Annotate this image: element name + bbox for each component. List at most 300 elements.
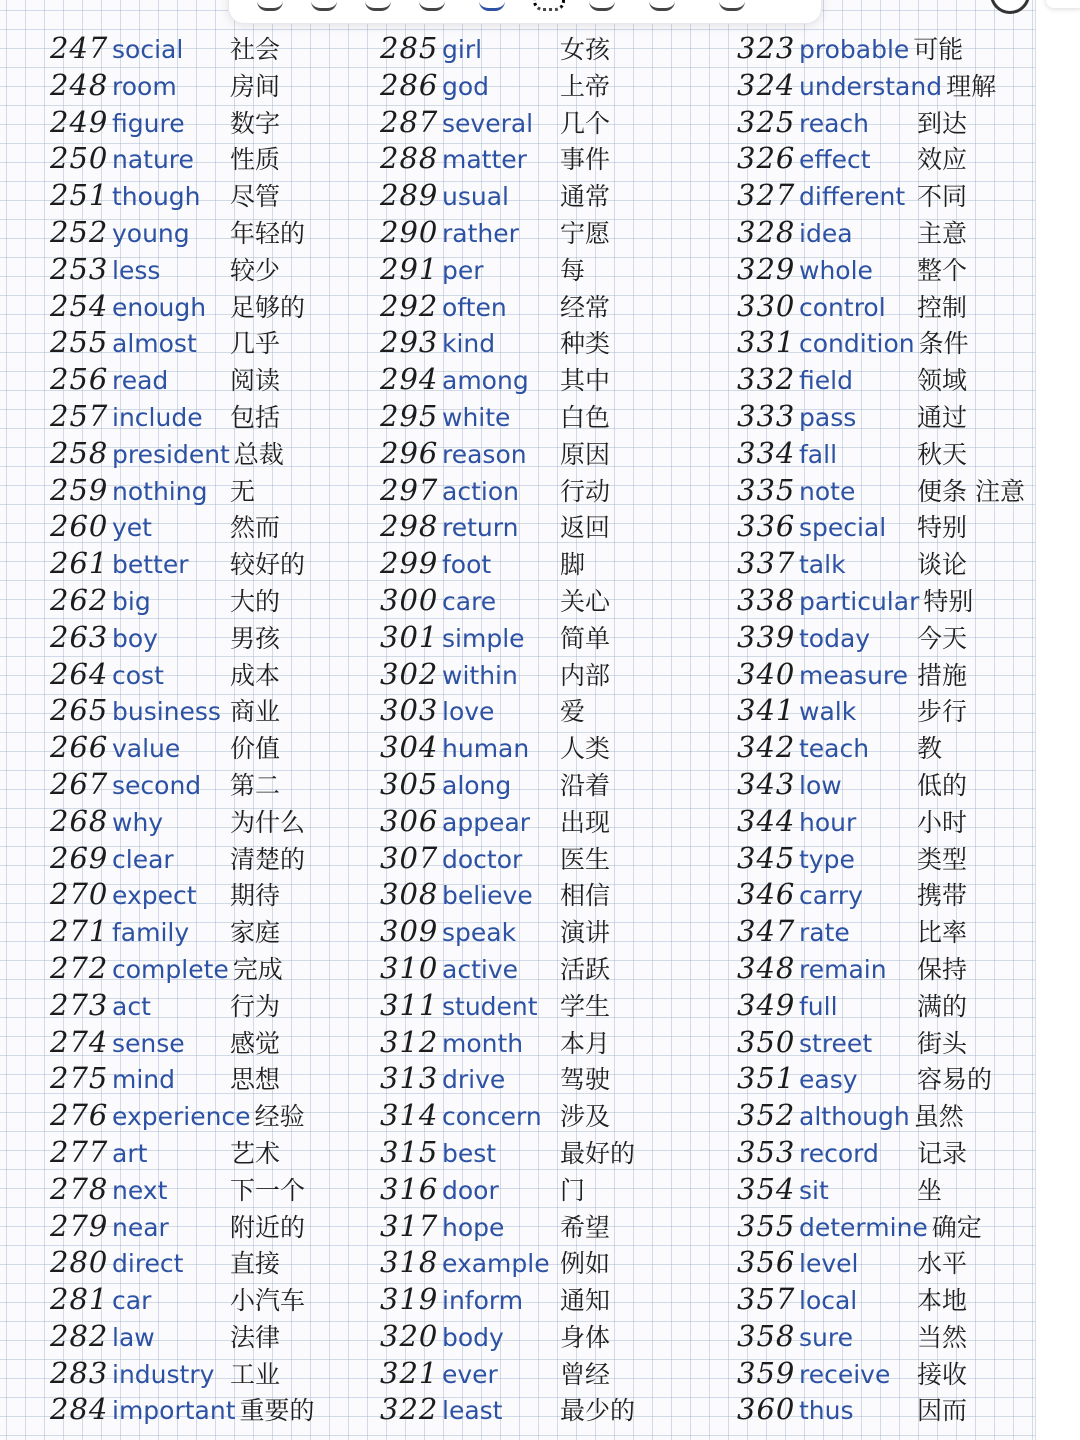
chinese-meaning: 上帝 [560, 71, 611, 101]
vocab-entry [737, 766, 1025, 803]
entry-number: 272 [50, 950, 109, 985]
vocab-entry [50, 840, 315, 877]
english-word: expect [112, 881, 197, 911]
english-word: although [799, 1102, 910, 1132]
chinese-meaning: 男孩 [230, 623, 281, 653]
chinese-meaning: 阅读 [230, 366, 281, 396]
entry-number: 329 [737, 251, 796, 286]
english-word: best [442, 1138, 497, 1168]
vocab-entry [737, 398, 1025, 435]
chinese-meaning: 措施 [917, 660, 968, 690]
entry-number: 354 [737, 1171, 796, 1206]
chinese-meaning: 通知 [560, 1286, 611, 1316]
english-word: human [442, 734, 530, 764]
english-word: active [442, 954, 518, 984]
english-word: inform [442, 1286, 524, 1316]
english-word: enough [112, 292, 207, 322]
entry-number: 282 [50, 1318, 109, 1353]
entry-number: 269 [50, 840, 109, 875]
entry-number: 300 [380, 582, 439, 617]
entry-number: 330 [737, 288, 796, 323]
vocab-entry [50, 1318, 315, 1355]
chinese-meaning: 年轻的 [230, 218, 306, 248]
chinese-meaning: 门 [560, 1175, 586, 1205]
chinese-meaning: 通常 [560, 182, 611, 212]
chinese-meaning: 街头 [917, 1028, 968, 1058]
english-word: sit [799, 1175, 829, 1205]
chinese-meaning: 为什么 [230, 807, 306, 837]
english-word: white [442, 402, 511, 432]
pointer-icon[interactable] [649, 0, 675, 11]
entry-number: 334 [737, 435, 796, 470]
english-word: value [112, 734, 181, 764]
vocab-entry [50, 398, 315, 435]
english-word: social [112, 35, 184, 64]
chinese-meaning: 曾经 [560, 1359, 611, 1389]
chinese-meaning: 感觉 [230, 1028, 281, 1058]
entry-number: 248 [50, 67, 109, 102]
english-word: law [112, 1322, 155, 1352]
chinese-meaning: 身体 [560, 1322, 611, 1352]
chinese-meaning: 谈论 [917, 550, 968, 580]
vocab-entry [380, 140, 635, 177]
entry-number: 340 [737, 656, 796, 691]
english-word: important [112, 1396, 236, 1426]
entry-number: 351 [737, 1061, 796, 1096]
vocab-entry [50, 1060, 315, 1097]
entry-number: 250 [50, 141, 109, 176]
entry-number: 355 [737, 1208, 796, 1243]
english-word: less [112, 255, 161, 285]
entry-number: 350 [737, 1024, 796, 1059]
vocab-entry [737, 67, 1025, 104]
vocab-entry [50, 177, 315, 214]
chinese-meaning: 最好的 [560, 1138, 636, 1168]
vocab-entry [737, 1171, 1025, 1208]
chinese-meaning: 关心 [560, 586, 611, 616]
entry-number: 267 [50, 766, 109, 801]
entry-number: 249 [50, 104, 109, 139]
english-word: different [799, 182, 906, 212]
vocab-entry [50, 288, 315, 325]
english-word: along [442, 770, 512, 800]
entry-number: 358 [737, 1318, 796, 1353]
entry-number: 304 [380, 730, 439, 765]
vocab-entry [380, 1244, 635, 1281]
entry-number: 305 [380, 766, 439, 801]
vocab-entry [50, 1171, 315, 1208]
english-word: condition [799, 329, 915, 359]
vocab-entry [737, 1097, 1025, 1134]
english-word: matter [442, 145, 527, 175]
color-picker-button[interactable] [990, 0, 1030, 14]
english-word: why [112, 807, 164, 837]
eraser-icon[interactable] [419, 0, 445, 11]
english-word: full [799, 991, 838, 1021]
vocab-entry [737, 656, 1025, 693]
chinese-meaning: 价值 [230, 734, 281, 764]
chinese-meaning: 到达 [917, 108, 968, 138]
english-word: nothing [112, 476, 208, 506]
english-word: though [112, 182, 201, 212]
chinese-meaning: 成本 [230, 660, 281, 690]
english-word: girl [442, 35, 483, 64]
entry-number: 328 [737, 214, 796, 249]
entry-number: 259 [50, 472, 109, 507]
vocab-entry [737, 104, 1025, 141]
vocab-entry [737, 324, 1025, 361]
entry-number: 324 [737, 67, 796, 102]
chinese-meaning: 附近的 [230, 1212, 306, 1242]
entry-number: 316 [380, 1171, 439, 1206]
vocab-entry [380, 214, 635, 251]
english-word: direct [112, 1249, 184, 1279]
entry-number: 299 [380, 546, 439, 581]
vocab-entry [50, 472, 315, 509]
entry-number: 320 [380, 1318, 439, 1353]
english-word: among [442, 366, 529, 396]
entry-number: 321 [380, 1355, 439, 1390]
entry-number: 339 [737, 619, 796, 654]
english-word: business [112, 697, 221, 727]
entry-number: 353 [737, 1134, 796, 1169]
english-word: kind [442, 329, 496, 359]
entry-number: 254 [50, 288, 109, 323]
vocab-entry [737, 1134, 1025, 1171]
vocab-entry [50, 30, 315, 67]
entry-number: 270 [50, 877, 109, 912]
entry-number: 325 [737, 104, 796, 139]
vocab-entry [50, 656, 315, 693]
vocab-entry [380, 656, 635, 693]
vocab-entry [380, 987, 635, 1024]
chinese-meaning: 简单 [560, 623, 611, 653]
entry-number: 352 [737, 1098, 796, 1133]
lasso-icon[interactable] [479, 0, 505, 11]
vocab-entry [50, 1134, 315, 1171]
entry-number: 290 [380, 214, 439, 249]
chinese-meaning: 沿着 [560, 770, 611, 800]
vocab-entry [737, 1208, 1025, 1245]
entry-number: 345 [737, 840, 796, 875]
vocab-entry [380, 766, 635, 803]
chinese-meaning: 每 [560, 255, 586, 285]
pen-icon[interactable] [257, 0, 283, 11]
english-word: street [799, 1028, 873, 1058]
english-word: care [442, 586, 497, 616]
english-word: hour [799, 807, 857, 837]
entry-number: 337 [737, 546, 796, 581]
entry-number: 326 [737, 141, 796, 176]
chinese-meaning: 例如 [560, 1249, 611, 1279]
entry-number: 302 [380, 656, 439, 691]
english-word: president [112, 439, 230, 469]
english-word: figure [112, 108, 185, 138]
english-word: speak [442, 918, 517, 948]
entry-number: 287 [380, 104, 439, 139]
english-word: near [112, 1212, 169, 1242]
vocab-entry [737, 1391, 1025, 1428]
vocab-entry [50, 435, 315, 472]
chinese-meaning: 活跃 [560, 954, 611, 984]
vocab-column-2 [380, 30, 635, 1428]
vocab-entry [50, 1244, 315, 1281]
entry-number: 297 [380, 472, 439, 507]
english-word: remain [799, 954, 887, 984]
chinese-meaning: 理解 [946, 71, 997, 101]
entry-number: 273 [50, 987, 109, 1022]
chinese-meaning: 步行 [917, 697, 968, 727]
chinese-meaning: 大的 [230, 586, 281, 616]
vocab-entry [50, 508, 315, 545]
entry-number: 332 [737, 362, 796, 397]
vocab-entry [50, 729, 315, 766]
chinese-meaning: 重要的 [239, 1396, 315, 1426]
english-word: example [442, 1249, 550, 1279]
vocab-entry [380, 1208, 635, 1245]
chinese-meaning: 无 [230, 476, 256, 506]
marker-icon[interactable] [311, 0, 337, 11]
entry-number: 289 [380, 178, 439, 213]
vocab-entry [380, 288, 635, 325]
chinese-meaning: 特别 [923, 586, 974, 616]
entry-number: 301 [380, 619, 439, 654]
english-word: easy [799, 1065, 858, 1095]
entry-number: 348 [737, 950, 796, 985]
entry-number: 303 [380, 693, 439, 728]
vocab-entry [737, 1244, 1025, 1281]
vocab-entry [380, 840, 635, 877]
vocab-entry [380, 1355, 635, 1392]
english-word: level [799, 1249, 859, 1279]
english-word: type [799, 844, 855, 874]
english-word: read [112, 366, 169, 396]
pencil-icon[interactable] [365, 0, 391, 11]
english-word: next [112, 1175, 168, 1205]
entry-number: 271 [50, 914, 109, 949]
chinese-meaning: 控制 [917, 292, 968, 322]
english-word: body [442, 1322, 504, 1352]
vocab-entry [737, 692, 1025, 729]
entry-number: 266 [50, 730, 109, 765]
vocab-entry [50, 1355, 315, 1392]
chinese-meaning: 商业 [230, 697, 281, 727]
english-word: action [442, 476, 519, 506]
english-word: usual [442, 182, 509, 212]
english-word: pass [799, 402, 857, 432]
vocab-entry [50, 987, 315, 1024]
chinese-meaning: 可能 [913, 35, 964, 64]
vocab-entry [50, 876, 315, 913]
vocab-entry [50, 104, 315, 141]
vocab-entry [380, 1171, 635, 1208]
entry-number: 311 [380, 987, 439, 1022]
english-word: boy [112, 623, 158, 653]
entry-number: 315 [380, 1134, 439, 1169]
chinese-meaning: 最少的 [560, 1396, 636, 1426]
entry-number: 294 [380, 362, 439, 397]
chinese-meaning: 较好的 [230, 550, 306, 580]
vocab-entry [380, 30, 635, 67]
english-word: measure [799, 660, 909, 690]
chinese-meaning: 爱 [560, 697, 586, 727]
vocab-entry [380, 729, 635, 766]
english-word: month [442, 1028, 524, 1058]
vocab-entry [50, 950, 315, 987]
english-word: least [442, 1396, 503, 1426]
entry-number: 275 [50, 1061, 109, 1096]
english-word: special [799, 513, 887, 543]
chinese-meaning: 今天 [917, 623, 968, 653]
vocab-entry [380, 950, 635, 987]
english-word: understand [799, 71, 943, 101]
english-word: second [112, 770, 202, 800]
vocab-entry [737, 214, 1025, 251]
vocab-entry [380, 435, 635, 472]
chinese-meaning: 家庭 [230, 918, 281, 948]
vocab-entry [380, 67, 635, 104]
english-word: almost [112, 329, 197, 359]
chinese-meaning: 容易的 [917, 1065, 993, 1095]
english-word: thus [799, 1396, 854, 1426]
vocab-entry [380, 398, 635, 435]
entry-number: 314 [380, 1098, 439, 1133]
vocab-column-3 [737, 30, 1025, 1428]
page-thumbnail-icon[interactable] [1046, 0, 1080, 8]
vocab-entry [737, 1281, 1025, 1318]
entry-number: 313 [380, 1061, 439, 1096]
english-word: local [799, 1286, 858, 1316]
chinese-meaning: 满的 [917, 991, 968, 1021]
hand-icon[interactable] [719, 0, 745, 11]
english-word: believe [442, 881, 533, 911]
vocab-entry [737, 472, 1025, 509]
entry-number: 279 [50, 1208, 109, 1243]
english-word: several [442, 108, 534, 138]
vocab-entry [380, 361, 635, 398]
chinese-meaning: 足够的 [230, 292, 306, 322]
entry-number: 258 [50, 435, 109, 470]
vocab-entry [737, 619, 1025, 656]
english-word: carry [799, 881, 863, 911]
english-word: field [799, 366, 853, 396]
chinese-meaning: 携带 [917, 881, 968, 911]
entry-number: 342 [737, 730, 796, 765]
vocab-entry [50, 1024, 315, 1061]
entry-number: 317 [380, 1208, 439, 1243]
entry-number: 247 [50, 31, 109, 65]
english-word: low [799, 770, 842, 800]
chinese-meaning: 完成 [232, 954, 283, 984]
vocab-entry [50, 803, 315, 840]
chinese-meaning: 社会 [230, 35, 281, 64]
entry-number: 252 [50, 214, 109, 249]
chinese-meaning: 事件 [560, 145, 611, 175]
vocab-entry [50, 140, 315, 177]
entry-number: 347 [737, 914, 796, 949]
drawing-toolbar [228, 0, 822, 24]
english-word: receive [799, 1359, 891, 1389]
chinese-meaning: 几个 [560, 108, 611, 138]
chinese-meaning: 驾驶 [560, 1065, 611, 1095]
chinese-meaning: 条件 [918, 329, 969, 359]
entry-number: 309 [380, 914, 439, 949]
vocab-entry [380, 582, 635, 619]
english-word: walk [799, 697, 857, 727]
chinese-meaning: 经常 [560, 292, 611, 322]
vocab-entry [380, 545, 635, 582]
entry-number: 251 [50, 178, 109, 213]
entry-number: 264 [50, 656, 109, 691]
chinese-meaning: 经验 [254, 1102, 305, 1132]
entry-number: 263 [50, 619, 109, 654]
shapes-icon[interactable] [533, 0, 565, 11]
chinese-meaning: 女孩 [560, 35, 611, 64]
vocab-entry [737, 30, 1025, 67]
entry-number: 344 [737, 803, 796, 838]
chinese-meaning: 比率 [917, 918, 968, 948]
chinese-meaning: 然而 [230, 513, 281, 543]
vocab-entry [380, 1060, 635, 1097]
chinese-meaning: 本地 [917, 1286, 968, 1316]
english-word: nature [112, 145, 194, 175]
english-word: particular [799, 586, 920, 616]
entry-number: 360 [737, 1392, 796, 1427]
entry-number: 310 [380, 950, 439, 985]
vocab-entry [380, 1281, 635, 1318]
chinese-meaning: 演讲 [560, 918, 611, 948]
english-word: complete [112, 954, 229, 984]
vocab-entry [737, 1024, 1025, 1061]
entry-number: 298 [380, 509, 439, 544]
vocab-entry [380, 1097, 635, 1134]
entry-number: 357 [737, 1282, 796, 1317]
vocab-entry [50, 545, 315, 582]
chinese-meaning: 不同 [917, 182, 968, 212]
vocab-entry [737, 1318, 1025, 1355]
entry-number: 331 [737, 325, 796, 360]
english-word: concern [442, 1102, 542, 1132]
english-word: today [799, 623, 871, 653]
chinese-meaning: 涉及 [560, 1102, 611, 1132]
vocab-entry [737, 177, 1025, 214]
english-word: industry [112, 1359, 215, 1389]
vocab-entry [380, 803, 635, 840]
vocab-entry [737, 545, 1025, 582]
entry-number: 284 [50, 1392, 109, 1427]
english-word: within [442, 660, 518, 690]
vocab-entry [50, 214, 315, 251]
chinese-meaning: 虽然 [913, 1102, 964, 1132]
entry-number: 292 [380, 288, 439, 323]
chinese-meaning: 脚 [560, 550, 586, 580]
english-word: note [799, 476, 856, 506]
entry-number: 335 [737, 472, 796, 507]
chinese-meaning: 通过 [917, 402, 968, 432]
vocab-entry [380, 876, 635, 913]
vocab-column-1 [50, 30, 315, 1428]
chinese-meaning: 其中 [560, 366, 611, 396]
vocab-entry [737, 987, 1025, 1024]
vocab-entry [50, 324, 315, 361]
text-box-icon[interactable] [589, 0, 615, 11]
chinese-meaning: 宁愿 [560, 218, 611, 248]
chinese-meaning: 较少 [230, 255, 281, 285]
english-word: experience [112, 1102, 251, 1132]
vocab-entry [380, 1024, 635, 1061]
entry-number: 359 [737, 1355, 796, 1390]
vocab-entry [50, 251, 315, 288]
